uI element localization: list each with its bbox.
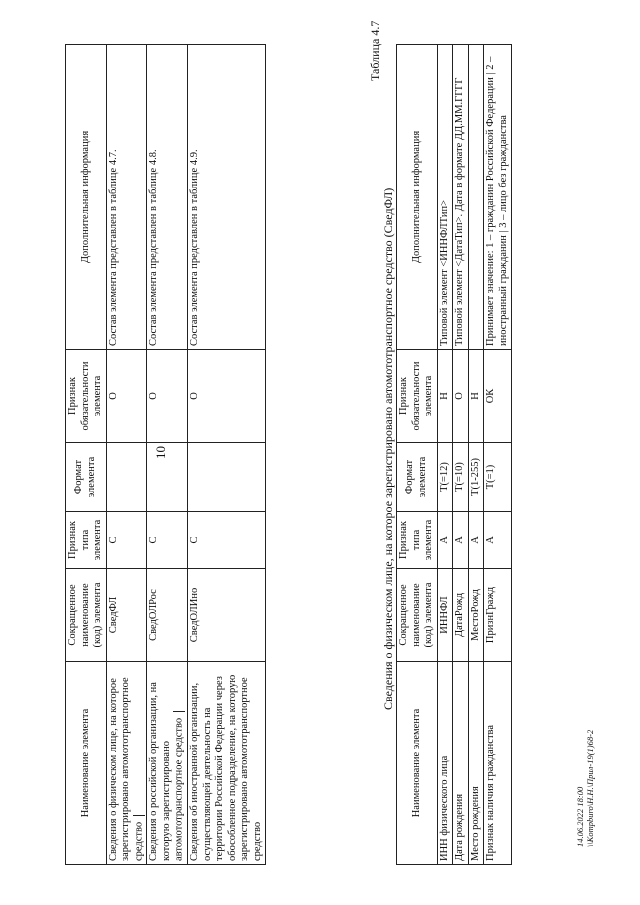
footer-timestamp: 14.06.2022 18:00 xyxy=(575,786,585,847)
table-row xyxy=(453,45,469,865)
cell-format: T(=12) xyxy=(437,443,453,512)
cell-info: Состав элемента представлен в таблице 4.7. xyxy=(106,45,147,350)
header-code: Сокращенное наименование (код) элемента xyxy=(397,569,438,662)
cell-format xyxy=(106,443,147,512)
table-header-row xyxy=(397,45,438,865)
revision-bar xyxy=(133,815,145,816)
table-row xyxy=(147,45,188,865)
cell-type: С xyxy=(106,512,147,569)
cell-code: ПризнГражд xyxy=(484,569,512,662)
cell-code: СведФЛ xyxy=(106,569,147,662)
cell-name: Признак наличия гражданства xyxy=(484,662,512,865)
cell-required: ОК xyxy=(484,350,512,443)
cell-required: О xyxy=(188,350,266,443)
header-required: Признак обязательности элемента xyxy=(66,350,107,443)
header-name: Наименование элемента xyxy=(66,662,107,865)
cell-info: Состав элемента представлен в таблице 4.9. xyxy=(188,45,266,350)
table-row xyxy=(484,45,512,865)
cell-code: МестоРожд xyxy=(468,569,484,662)
cell-info: Состав элемента представлен в таблице 4.8. xyxy=(147,45,188,350)
header-name: Наименование элемента xyxy=(397,662,438,865)
header-info: Дополнительная информация xyxy=(66,45,107,350)
cell-required: О xyxy=(106,350,147,443)
page-number: 10 xyxy=(153,446,168,459)
cell-type: С xyxy=(147,512,188,569)
cell-code: СведОЛРос xyxy=(147,569,188,662)
table-row xyxy=(468,45,484,865)
cell-required: Н xyxy=(437,350,453,443)
table-row xyxy=(437,45,453,865)
cell-info xyxy=(468,45,484,350)
header-type: Признак типа элемента xyxy=(66,512,107,569)
footer-path: \\Kompburo\Н.Н.\Прил-19(1)68-2 xyxy=(585,729,595,847)
cell-name: Сведения о российской организации, на которую зарегистрировано автомототранспортное средство xyxy=(147,662,188,865)
header-info: Дополнительная информация xyxy=(397,45,438,350)
cell-info: Типовой элемент <ИННФЛТип> xyxy=(437,45,453,350)
elements-table xyxy=(65,44,266,865)
footer xyxy=(575,730,595,847)
cell-format: T(=1) xyxy=(484,443,512,512)
cell-info: Типовой элемент <ДатаТип>. Дата в формате ДД.ММ.ГГГГ xyxy=(453,45,469,350)
cell-format: T(1-255) xyxy=(468,443,484,512)
cell-required: Н xyxy=(468,350,484,443)
cell-format: T(=10) xyxy=(453,443,469,512)
header-format: Формат элемента xyxy=(66,443,107,512)
table-row xyxy=(106,45,147,865)
table-header-row xyxy=(66,45,107,865)
cell-name: Сведения об иностранной организации, осуществляющей деятельность на территории Российской Федерации через обособленное подразделение, на которую зарегистрировано автомототранспортное средство xyxy=(188,662,266,865)
cell-info: Принимает значение: 1 – гражданин Российской Федерации | 2 – иностранный гражданин | 3 – лицо без гражданства xyxy=(484,45,512,350)
cell-code: СведОЛИно xyxy=(188,569,266,662)
cell-type: А xyxy=(453,512,469,569)
header-type: Признак типа элемента xyxy=(397,512,438,569)
cell-required: О xyxy=(147,350,188,443)
cell-type: С xyxy=(188,512,266,569)
cell-name: Сведения о физическом лице, на которое зарегистрировано автомототранспортное средство xyxy=(106,662,147,865)
cell-type: А xyxy=(437,512,453,569)
person-table xyxy=(396,44,512,865)
cell-format xyxy=(188,443,266,512)
cell-name: Место рождения xyxy=(468,662,484,865)
table-number: Таблица 4.7 xyxy=(368,20,382,81)
cell-format xyxy=(147,443,188,512)
header-format: Формат элемента xyxy=(397,443,438,512)
table-caption: Сведения о физическом лице, на которое зарегистрировано автомототранспортное средство (СведФЛ) xyxy=(381,187,395,710)
cell-type: А xyxy=(484,512,512,569)
cell-code: ИННФЛ xyxy=(437,569,453,662)
cell-name: ИНН физического лица xyxy=(437,662,453,865)
cell-code: ДатаРожд xyxy=(453,569,469,662)
revision-bar xyxy=(173,711,185,712)
header-required: Признак обязательности элемента xyxy=(397,350,438,443)
cell-name: Дата рождения xyxy=(453,662,469,865)
table-row xyxy=(188,45,266,865)
cell-required: О xyxy=(453,350,469,443)
cell-type: А xyxy=(468,512,484,569)
header-code: Сокращенное наименование (код) элемента xyxy=(66,569,107,662)
